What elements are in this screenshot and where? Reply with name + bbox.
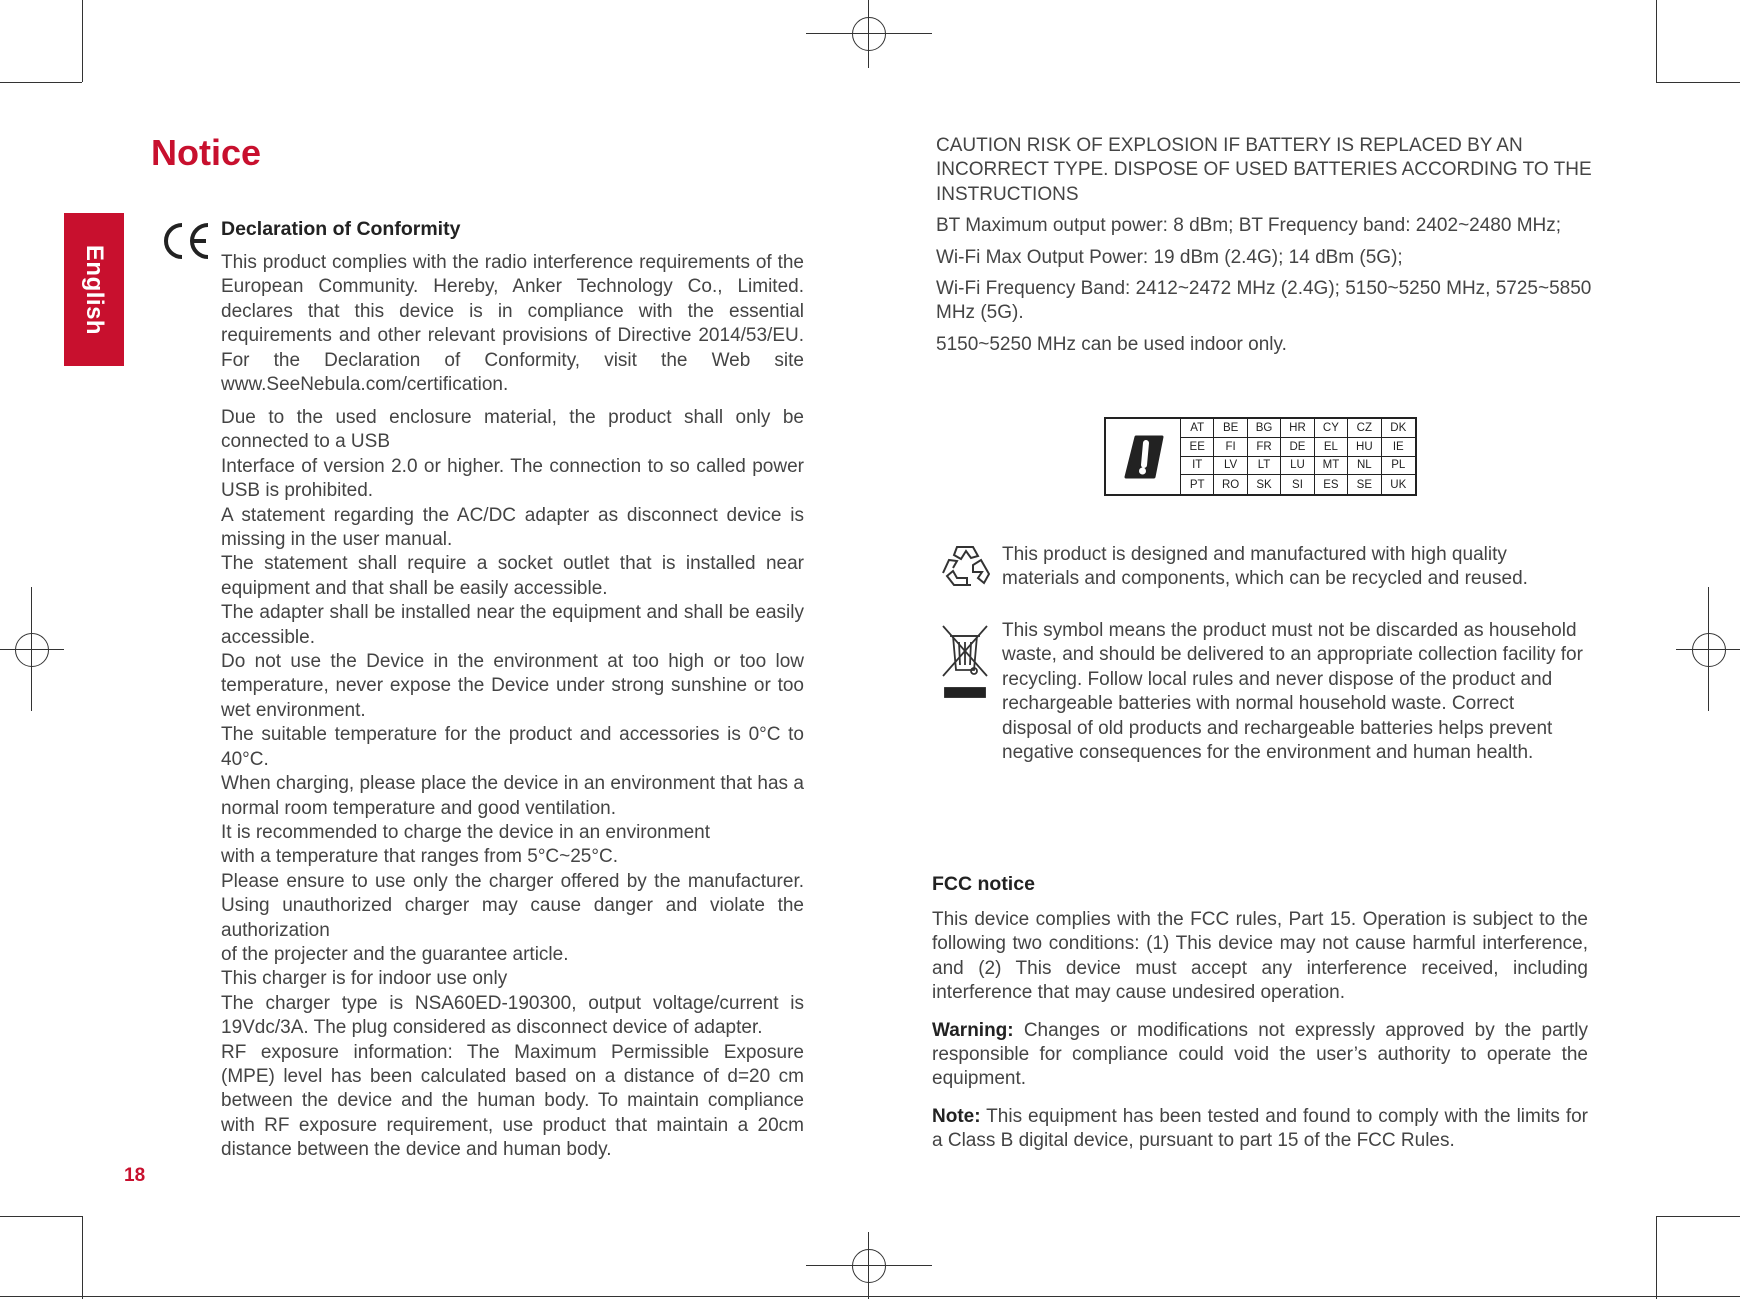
- country-code-cell: ES: [1315, 475, 1348, 494]
- safety-note: Due to the used enclosure material, the product shall only be connected to a USB: [221, 407, 804, 453]
- country-code-cell: LU: [1281, 457, 1314, 476]
- safety-note: RF exposure information: The Maximum Permissible Exposure (MPE) level has been calculated based on a distance of d=20 cm between the device and the human body. To maintain compliance with RF exposure requirement, use product that maintain a 20cm distance between the device and human body.: [221, 1041, 804, 1161]
- recycle-icon: [940, 543, 990, 594]
- country-code-cell: CY: [1315, 419, 1348, 438]
- country-code-cell: DK: [1382, 419, 1415, 438]
- country-code-cell: EL: [1315, 438, 1348, 457]
- recycle-text: This product is designed and manufactured with high quality materials and components, which can be recycled and reused.: [1002, 544, 1528, 590]
- fcc-notice: [932, 908, 1588, 1167]
- safety-notes: [221, 406, 804, 1163]
- safety-note: A statement regarding the AC/DC adapter as disconnect device is missing in the user manual.: [221, 504, 804, 551]
- declaration-text: [221, 251, 804, 397]
- country-code-cell: MT: [1315, 457, 1348, 476]
- fcc-note: [932, 1105, 1588, 1154]
- safety-note: Interface of version 2.0 or higher. The connection to so called power USB is prohibited.: [221, 455, 804, 502]
- country-code-cell: IE: [1382, 438, 1415, 457]
- crossed-out-wheelie-bin-icon: [940, 624, 990, 705]
- country-code-cell: FI: [1214, 438, 1247, 457]
- country-code-cell: LV: [1214, 457, 1247, 476]
- safety-note: This charger is for indoor use only: [221, 968, 508, 990]
- fcc-warning-label: Warning:: [932, 1019, 1014, 1041]
- ce-mark-icon: [158, 220, 212, 262]
- page-title: Notice: [151, 132, 262, 173]
- fcc-warning: [932, 1019, 1588, 1092]
- fcc-note-text: This equipment has been tested and found to comply with the limits for a Class B digital device, pursuant to part 15 of the FCC Rules.: [932, 1105, 1588, 1152]
- country-code-cell: SK: [1248, 475, 1281, 494]
- country-code-cell: CZ: [1348, 419, 1381, 438]
- language-tab-label: English: [81, 244, 108, 335]
- safety-note: Do not use the Device in the environment at too high or too low temperature, never expose the Device under strong sunshine or too wet environment.: [221, 651, 804, 721]
- page-number: 18: [124, 1165, 146, 1186]
- country-code-cell: NL: [1348, 457, 1381, 476]
- country-code-cell: BG: [1248, 419, 1281, 438]
- battery-caution: CAUTION RISK OF EXPLOSION IF BATTERY IS REPLACED BY AN INCORRECT TYPE. DISPOSE OF USED BATTERIES ACCORDING TO THE INSTRUCTIONS: [936, 135, 1592, 205]
- safety-note: The suitable temperature for the product and accessories is 0°C to 40°C.: [221, 724, 804, 770]
- country-code-cell: LT: [1248, 457, 1281, 476]
- country-code-grid: [1181, 419, 1415, 494]
- indoor-only-note: 5150~5250 MHz can be used indoor only.: [936, 333, 1287, 355]
- country-restriction-table: [1104, 417, 1417, 496]
- fcc-intro: This device complies with the FCC rules, Part 15. Operation is subject to the following two conditions: (1) This device may not cause harmful interference, and (2) This device must accept any interference received, including interference that may cause undesired operation.: [932, 909, 1588, 1004]
- country-code-cell: PL: [1382, 457, 1415, 476]
- country-code-cell: SI: [1281, 475, 1314, 494]
- warning-icon: [1106, 419, 1181, 494]
- country-code-cell: EE: [1181, 438, 1214, 457]
- country-code-cell: AT: [1181, 419, 1214, 438]
- country-code-cell: PT: [1181, 475, 1214, 494]
- safety-note: of the projecter and the guarantee article.: [221, 943, 569, 965]
- country-code-cell: SE: [1348, 475, 1381, 494]
- country-code-cell: HU: [1348, 438, 1381, 457]
- safety-note: When charging, please place the device in an environment that has a normal room temperature and good ventilation.: [221, 773, 804, 819]
- bt-spec: BT Maximum output power: 8 dBm; BT Frequency band: 2402~2480 MHz;: [936, 215, 1562, 237]
- fcc-heading: FCC notice: [932, 873, 1035, 895]
- country-code-cell: IT: [1181, 457, 1214, 476]
- country-code-cell: DE: [1281, 438, 1314, 457]
- wifi-power-spec: Wi-Fi Max Output Power: 19 dBm (2.4G); 14 dBm (5G);: [936, 246, 1403, 268]
- safety-note: Please ensure to use only the charger offered by the manufacturer. Using unauthorized charger may cause danger and violate the authorization: [221, 870, 804, 941]
- safety-note: The charger type is NSA60ED-190300, output voltage/current is 19Vdc/3A. The plug considered as disconnect device of adapter.: [221, 992, 804, 1039]
- fcc-note-label: Note:: [932, 1105, 981, 1127]
- declaration-heading: Declaration of Conformity: [221, 218, 461, 240]
- declaration-paragraph: This product complies with the radio interference requirements of the European Community. Hereby, Anker Technology Co., Limited. declares that this device is in compliance with the essential requirements and other relevant provisions of Directive 2014/53/EU. For the Declaration of Conformity, visit the Web site www.SeeNebula.com/certification.: [221, 252, 804, 396]
- fcc-warning-text: Changes or modifications not expressly approved by the partly responsible for compliance could void the user’s authority to operate the equipment.: [932, 1019, 1588, 1090]
- safety-note: The adapter shall be installed near the equipment and shall be easily accessible.: [221, 602, 804, 648]
- radio-specs: [936, 134, 1596, 364]
- safety-note: The statement shall require a socket outlet that is installed near equipment and that shall be easily accessible.: [221, 553, 804, 599]
- language-tab: [64, 213, 124, 366]
- country-code-cell: RO: [1214, 475, 1247, 494]
- country-code-cell: HR: [1281, 419, 1314, 438]
- safety-note: It is recommended to charge the device in an environment: [221, 821, 710, 843]
- weee-text: This symbol means the product must not be discarded as household waste, and should be delivered to an appropriate collection facility for recycling. Follow local rules and never dispose of the product and rechargeable batteries with normal household waste. Correct disposal of old products and rechargeable batteries helps prevent negative consequences for the environment and human health.: [1002, 620, 1583, 764]
- safety-note: with a temperature that ranges from 5°C~25°C.: [221, 846, 618, 868]
- country-code-cell: FR: [1248, 438, 1281, 457]
- country-code-cell: UK: [1390, 478, 1407, 491]
- wifi-frequency-spec: Wi-Fi Frequency Band: 2412~2472 MHz (2.4G); 5150~5250 MHz, 5725~5850 MHz (5G).: [936, 278, 1592, 324]
- country-code-cell: BE: [1214, 419, 1247, 438]
